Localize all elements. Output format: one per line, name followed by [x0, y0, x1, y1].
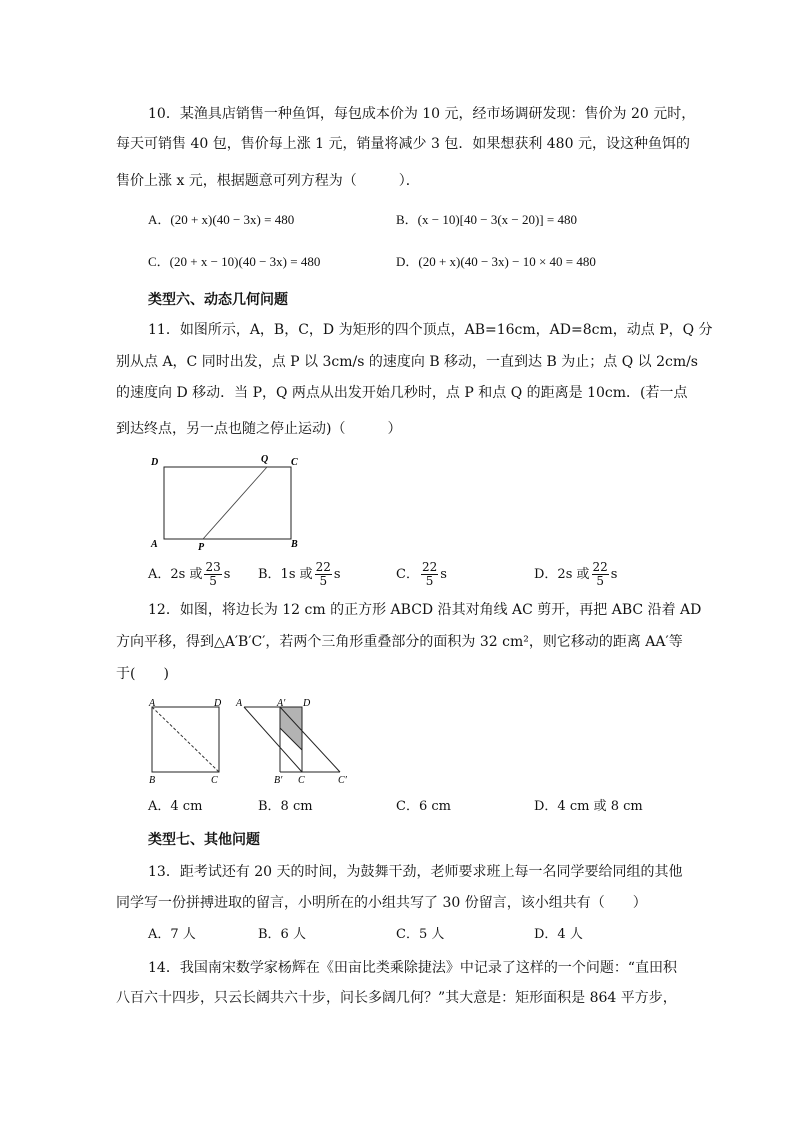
q12-translated-triangles-figure: [232, 697, 362, 787]
label-B: B: [291, 539, 298, 550]
q12-line3: 于( ): [116, 666, 169, 682]
label-A-prime: A′: [277, 698, 286, 709]
q12-line2: 方向平移，得到△A′B′C′，若两个三角形重叠部分的面积为 32 cm²，则它移动的距离 AA′等: [116, 634, 683, 650]
label-B-prime: B′: [274, 775, 283, 786]
q10-line2: 每天可销售 40 包，售价每上涨 1 元，销量将减少 3 包．如果想获利 480 元，设这种鱼饵的: [116, 136, 690, 152]
q10-option-d: D．(20 + x)(40 − 3x) − 10 × 40 = 480: [396, 254, 596, 269]
label-C: C: [291, 457, 298, 468]
q13-option-d: D．4 人: [534, 927, 583, 942]
q13-line2: 同学写一份拼搏进取的留言，小明所在的小组共写了 30 份留言，该小组共有（ ）: [116, 895, 647, 911]
label-D: D: [303, 698, 311, 709]
q12-line1: 12．如图，将边长为 12 cm 的正方形 ABCD 沿其对角线 AC 剪开，再把 ABC 沿着 AD: [148, 602, 702, 618]
label-B: B: [149, 775, 156, 786]
q13-option-a: A．7 人: [148, 927, 196, 942]
q11-line1: 11．如图所示，A，B，C，D 为矩形的四个顶点，AB=16cm，AD=8cm，动点 P，Q 分: [148, 322, 713, 338]
q10-option-b: B．(x − 10)[40 − 3(x − 20)] = 480: [396, 212, 577, 227]
q12-square-figure: [145, 697, 235, 787]
q13-option-b: B．6 人: [258, 927, 306, 942]
q10-option-a: A．(20 + x)(40 − 3x) = 480: [148, 212, 295, 227]
label-C: C: [298, 775, 305, 786]
q11-line4: 到达终点，另一点也随之停止运动)（ ）: [116, 421, 402, 437]
label-Q: Q: [261, 454, 269, 465]
q12-option-d: D．4 cm 或 8 cm: [534, 799, 643, 814]
section-heading-6: 类型六、动态几何问题: [148, 292, 288, 308]
label-A: A: [149, 698, 156, 709]
q12-option-c: C．6 cm: [396, 799, 451, 814]
section-heading-7: 类型七、其他问题: [148, 832, 260, 848]
label-C-prime: C′: [338, 775, 347, 786]
q12-option-a: A．4 cm: [148, 799, 203, 814]
q11-rectangle-figure: [148, 450, 318, 555]
q10-line3: 售价上涨 x 元，根据题意可列方程为（ ）．: [116, 173, 420, 189]
q11-option-c: C． $\frac{22}{5}$ s: [396, 560, 447, 588]
q12-option-b: B．8 cm: [258, 799, 313, 814]
q14-line2: 八百六十四步，只云长阔共六十步，问长多阔几何？”其大意是：矩形面积是 864 平方步，: [116, 990, 677, 1006]
q11-option-d: D．2s 或 $\frac{22}{5}$ s: [534, 560, 618, 588]
label-A: A: [236, 698, 243, 709]
q14-line1: 14．我国南宋数学家杨辉在《田亩比类乘除捷法》中记录了这样的一个问题：“直田积: [148, 960, 677, 976]
q13-option-c: C．5 人: [396, 927, 445, 942]
q10-option-c: C．(20 + x − 10)(40 − 3x) = 480: [148, 254, 321, 269]
q11-option-b: B．1s 或 $\frac{22}{5}$ s: [258, 560, 341, 588]
q13-line1: 13．距考试还有 20 天的时间，为鼓舞干劲，老师要求班上每一名同学要给同组的其他: [148, 864, 683, 880]
label-A: A: [151, 539, 158, 550]
q11-line3: 的速度向 D 移动．当 P，Q 两点从出发开始几秒时，点 P 和点 Q 的距离是 10cm．(若一点: [116, 385, 688, 401]
q11-option-a: A．2s 或 $\frac{23}{5}$ s: [148, 560, 231, 588]
q10-line1: 10．某渔具店销售一种鱼饵，每包成本价为 10 元，经市场调研发现：售价为 20 元时，: [148, 106, 696, 122]
q11-line2: 别从点 A，C 同时出发，点 P 以 3cm/s 的速度向 B 移动，一直到达 B 为止；点 Q 以 2cm/s: [116, 354, 698, 370]
label-D: D: [151, 457, 159, 468]
label-D: D: [214, 698, 222, 709]
label-P: P: [198, 542, 205, 553]
label-C: C: [211, 775, 218, 786]
